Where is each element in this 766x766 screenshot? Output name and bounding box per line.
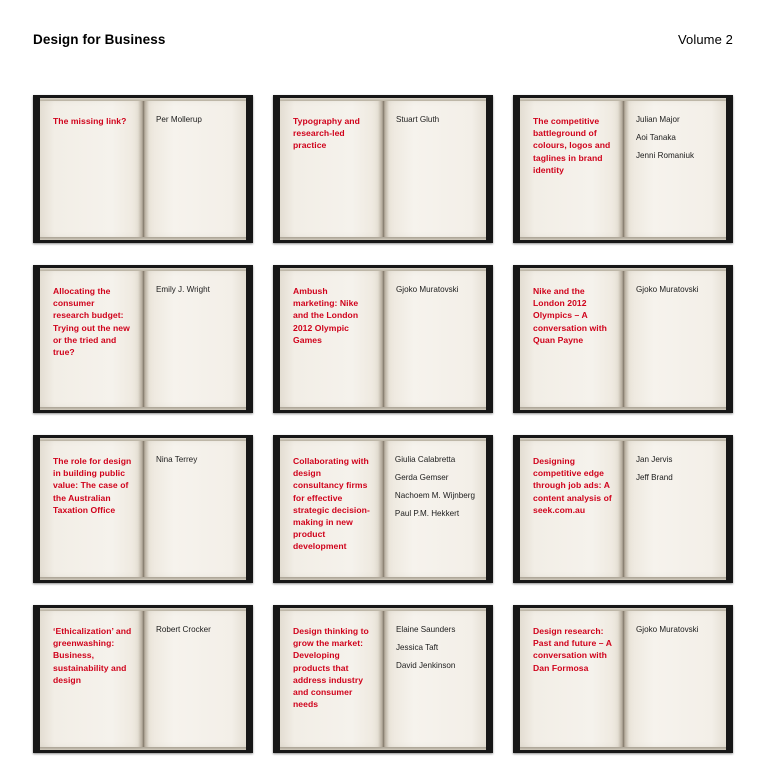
- book-right-page: [383, 101, 486, 237]
- book-card[interactable]: [273, 95, 493, 243]
- author-list: [636, 285, 715, 296]
- author-list: [396, 285, 475, 296]
- author-list: [156, 115, 235, 126]
- page-edge-bottom: [280, 407, 486, 410]
- article-title: Typography and research-led practice: [293, 116, 360, 151]
- book-grid: [33, 95, 733, 753]
- book-left-page: [40, 611, 143, 747]
- author-list: [396, 625, 475, 672]
- book-left-page: [40, 101, 143, 237]
- book-left-page: [280, 271, 383, 407]
- book-card[interactable]: [33, 265, 253, 413]
- article-title: The competitive battleground of colours, logos and taglines in brand identity: [533, 116, 611, 175]
- book-right-page: [143, 441, 246, 577]
- page-title: Design for Business: [33, 31, 166, 47]
- book-card[interactable]: [273, 435, 493, 583]
- book-card[interactable]: [513, 265, 733, 413]
- book-spread: [520, 271, 726, 407]
- book-right-page: [623, 101, 726, 237]
- author-name: Jan Jervis: [636, 455, 673, 464]
- author-name: Paul P.M. Hekkert: [394, 508, 460, 518]
- author-name: Per Mollerup: [156, 115, 202, 124]
- page-edge-bottom: [40, 577, 246, 580]
- author-name: Nachoem M. Wijnberg: [394, 490, 475, 500]
- article-title: Designing competitive edge through job ads: A content analysis of seek.com.au: [533, 456, 612, 515]
- author-list: [396, 115, 475, 126]
- article-title: Nike and the London 2012 Olympics – A conversation with Quan Payne: [533, 286, 607, 345]
- author-name: Elaine Saunders: [396, 625, 456, 634]
- page-edge-bottom: [520, 407, 726, 410]
- book-spread: [40, 101, 246, 237]
- author-list: [156, 285, 235, 296]
- book-card[interactable]: [33, 605, 253, 753]
- author-name: Gjoko Muratovski: [636, 285, 699, 294]
- page-edge-bottom: [40, 747, 246, 750]
- author-name: Giulia Calabretta: [394, 455, 456, 464]
- book-card[interactable]: [513, 435, 733, 583]
- page-edge-bottom: [280, 237, 486, 240]
- book-card[interactable]: [513, 605, 733, 753]
- article-title: Allocating the consumer research budget: Trying out the new or the tried and true?: [53, 286, 130, 358]
- author-name: Stuart Gluth: [396, 115, 440, 124]
- book-left-page: [280, 101, 383, 237]
- book-left-page: [40, 441, 143, 577]
- book-right-page: [623, 271, 726, 407]
- book-left-page: [280, 611, 383, 747]
- author-list: [636, 455, 715, 484]
- article-title: Design thinking to grow the market: Developing products that address industry and consumer needs: [293, 626, 369, 710]
- article-title: The role for design in building public value: The case of the Australian Taxation Office: [53, 456, 132, 515]
- page-edge-bottom: [40, 237, 246, 240]
- author-name: Robert Crocker: [156, 625, 211, 634]
- author-list: [636, 625, 715, 636]
- page-edge-bottom: [520, 747, 726, 750]
- article-title: Collaborating with design consultancy firms for effective strategic decision-making in new product development: [293, 456, 370, 552]
- article-title: Ambush marketing: Nike and the London 2012 Olympic Games: [293, 286, 359, 345]
- book-card[interactable]: [513, 95, 733, 243]
- volume-label: Volume 2: [677, 31, 733, 47]
- author-name: Julian Major: [636, 115, 680, 124]
- book-card[interactable]: [273, 265, 493, 413]
- page-edge-bottom: [280, 577, 486, 580]
- book-right-page: [143, 271, 246, 407]
- book-right-page: [623, 611, 726, 747]
- author-name: David Jenkinson: [396, 660, 456, 670]
- author-name: Nina Terrey: [156, 455, 198, 464]
- page-edge-bottom: [520, 237, 726, 240]
- book-spread: [280, 441, 486, 577]
- book-right-page: [383, 271, 486, 407]
- book-spread: [40, 271, 246, 407]
- author-list: [156, 625, 235, 636]
- book-left-page: [520, 101, 623, 237]
- book-spread: [520, 101, 726, 237]
- author-list: [156, 455, 235, 466]
- book-right-page: [143, 611, 246, 747]
- book-left-page: [280, 441, 382, 577]
- book-right-page: [623, 441, 726, 577]
- book-spread: [280, 101, 486, 237]
- author-list: [636, 115, 715, 162]
- book-card[interactable]: [33, 435, 253, 583]
- author-name: Gerda Gemser: [394, 472, 449, 482]
- page-header: [33, 28, 733, 50]
- page-edge-bottom: [280, 747, 486, 750]
- author-name: Jeff Brand: [636, 472, 673, 482]
- book-spread: [520, 441, 726, 577]
- author-name: Jenni Romaniuk: [636, 150, 695, 160]
- article-title: The missing link?: [53, 116, 127, 126]
- book-card[interactable]: [273, 605, 493, 753]
- author-name: Gjoko Muratovski: [396, 285, 459, 294]
- book-spread: [520, 611, 726, 747]
- page-edge-bottom: [40, 407, 246, 410]
- author-name: Aoi Tanaka: [636, 132, 676, 142]
- book-spread: [40, 441, 246, 577]
- page-edge-bottom: [520, 577, 726, 580]
- book-spread: [280, 271, 486, 407]
- book-left-page: [520, 271, 623, 407]
- article-title: ‘Ethicalization’ and greenwashing: Business, sustainability and design: [53, 626, 132, 685]
- author-name: Emily J. Wright: [156, 285, 210, 294]
- author-name: Gjoko Muratovski: [636, 625, 699, 634]
- book-spread: [280, 611, 486, 747]
- article-title: Design research: Past and future – A conversation with Dan Formosa: [533, 626, 612, 673]
- author-list: [395, 455, 475, 520]
- book-right-page: [143, 101, 246, 237]
- book-left-page: [520, 441, 623, 577]
- book-left-page: [40, 271, 143, 407]
- book-spread: [40, 611, 246, 747]
- book-right-page: [382, 441, 486, 577]
- author-name: Jessica Taft: [396, 642, 439, 652]
- book-card[interactable]: [33, 95, 253, 243]
- book-left-page: [520, 611, 623, 747]
- book-right-page: [383, 611, 486, 747]
